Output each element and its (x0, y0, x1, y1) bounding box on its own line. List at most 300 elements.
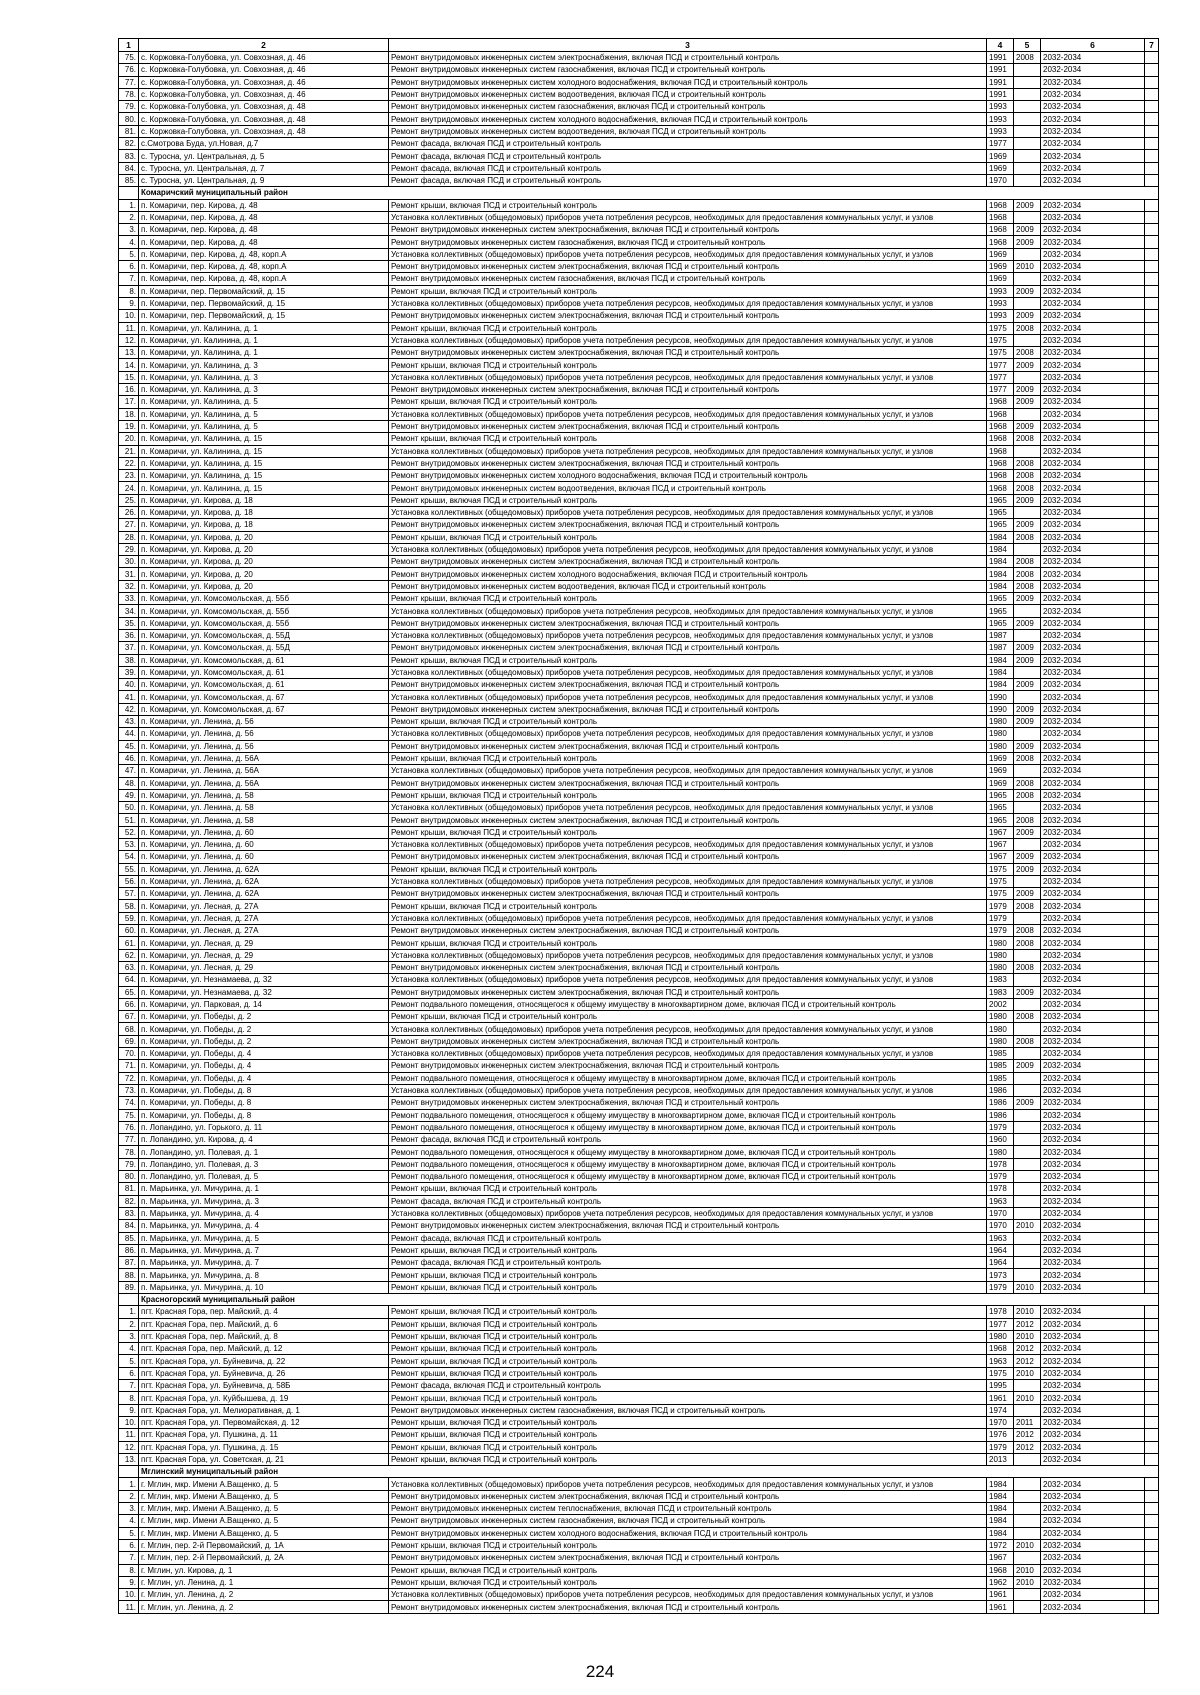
work-type: Ремонт подвального помещения, относящегося к общему имуществу в многоквартирном доме, включая ПСД и строительный контроль (389, 1072, 987, 1084)
address: п. Комаричи, пер. Кирова, д. 48 (139, 211, 389, 223)
table-row (119, 1478, 1159, 1490)
plan-period: 2032-2034 (1041, 224, 1145, 236)
build-year: 2002 (987, 998, 1014, 1010)
plan-period: 2032-2034 (1041, 826, 1145, 838)
note (1145, 433, 1159, 445)
plan-period: 2032-2034 (1041, 162, 1145, 174)
work-type: Ремонт крыши, включая ПСД и строительный контроль (389, 1343, 987, 1355)
build-year: 2013 (987, 1453, 1014, 1465)
work-type: Установка коллективных (общедомовых) приборов учета потребления ресурсов, необходимых для предоставления коммунальных услуг, и узлов (389, 629, 987, 641)
work-type: Ремонт внутридомовых инженерных систем газоснабжения, включая ПСД и строительный контроль (389, 101, 987, 113)
table-row (119, 580, 1159, 592)
table-row (119, 1576, 1159, 1588)
note (1145, 839, 1159, 851)
note (1145, 900, 1159, 912)
work-type: Ремонт крыши, включая ПСД и строительный контроль (389, 1281, 987, 1293)
last-repair-year: 2009 (1014, 199, 1041, 211)
table-row (119, 322, 1159, 334)
plan-period: 2032-2034 (1041, 629, 1145, 641)
build-year: 1987 (987, 629, 1014, 641)
row-number: 47. (119, 765, 139, 777)
work-type: Ремонт внутридомовых инженерных систем газоснабжения, включая ПСД и строительный контроль (389, 1404, 987, 1416)
last-repair-year (1014, 408, 1041, 420)
work-type: Установка коллективных (общедомовых) приборов учета потребления ресурсов, необходимых для предоставления коммунальных услуг, и узлов (389, 506, 987, 518)
build-year: 1965 (987, 617, 1014, 629)
row-number: 34. (119, 605, 139, 617)
plan-period: 2032-2034 (1041, 138, 1145, 150)
last-repair-year: 2012 (1014, 1441, 1041, 1453)
address: п. Марьинка, ул. Мичурина, д. 8 (139, 1269, 389, 1281)
row-number: 79. (119, 101, 139, 113)
row-number: 85. (119, 1232, 139, 1244)
last-repair-year: 2009 (1014, 1097, 1041, 1109)
table-row (119, 1207, 1159, 1219)
work-type: Установка коллективных (общедомовых) приборов учета потребления ресурсов, необходимых для предоставления коммунальных услуг, и узлов (389, 839, 987, 851)
build-year: 1969 (987, 777, 1014, 789)
build-year: 1963 (987, 1195, 1014, 1207)
address: п. Комаричи, ул. Калинина, д. 5 (139, 396, 389, 408)
note (1145, 334, 1159, 346)
work-type: Ремонт крыши, включая ПСД и строительный контроль (389, 494, 987, 506)
header-cell-5: 5 (1014, 39, 1041, 52)
work-type: Ремонт внутридомовых инженерных систем водоотведения, включая ПСД и строительный контроль (389, 482, 987, 494)
address: п. Комаричи, ул. Лесная, д. 27А (139, 925, 389, 937)
work-type: Установка коллективных (общедомовых) приборов учета потребления ресурсов, необходимых для предоставления коммунальных услуг, и узлов (389, 445, 987, 457)
address: п. Комаричи, пер. Первомайский, д. 15 (139, 285, 389, 297)
work-type: Ремонт крыши, включая ПСД и строительный контроль (389, 716, 987, 728)
address: п. Комаричи, ул. Комсомольская, д. 55б (139, 617, 389, 629)
table-row (119, 802, 1159, 814)
note (1145, 1343, 1159, 1355)
table-row (119, 568, 1159, 580)
row-number: 62. (119, 949, 139, 961)
table-row (119, 285, 1159, 297)
address: п. Комаричи, ул. Калинина, д. 1 (139, 347, 389, 359)
work-type: Установка коллективных (общедомовых) приборов учета потребления ресурсов, необходимых для предоставления коммунальных услуг, и узлов (389, 666, 987, 678)
address: п. Комаричи, ул. Комсомольская, д. 55б (139, 593, 389, 605)
build-year: 1961 (987, 1601, 1014, 1613)
work-type: Ремонт внутридомовых инженерных систем электроснабжения, включая ПСД и строительный контроль (389, 1490, 987, 1502)
address: п. Комаричи, ул. Ленина, д. 58 (139, 802, 389, 814)
address: г. Мглин, ул. Ленина, д. 2 (139, 1589, 389, 1601)
work-type: Ремонт внутридомовых инженерных систем электроснабжения, включая ПСД и строительный контроль (389, 224, 987, 236)
row-number: 9. (119, 1576, 139, 1588)
plan-period: 2032-2034 (1041, 900, 1145, 912)
last-repair-year (1014, 1257, 1041, 1269)
note (1145, 716, 1159, 728)
table-row (119, 875, 1159, 887)
row-number: 17. (119, 396, 139, 408)
table-row (119, 1392, 1159, 1404)
build-year: 1967 (987, 851, 1014, 863)
build-year: 1993 (987, 297, 1014, 309)
address: с. Коржовка-Голубовка, ул. Совхозная, д. 46 (139, 88, 389, 100)
plan-period: 2032-2034 (1041, 802, 1145, 814)
header-cell-7: 7 (1145, 39, 1159, 52)
note (1145, 1318, 1159, 1330)
address: п. Комаричи, ул. Ленина, д. 62А (139, 888, 389, 900)
note (1145, 605, 1159, 617)
build-year: 1969 (987, 765, 1014, 777)
work-type: Установка коллективных (общедомовых) приборов учета потребления ресурсов, необходимых для предоставления коммунальных услуг, и узлов (389, 875, 987, 887)
district-name: Красногорский муниципальный район (139, 1293, 1159, 1305)
last-repair-year: 2008 (1014, 777, 1041, 789)
plan-period: 2032-2034 (1041, 1060, 1145, 1072)
address: п. Комаричи, ул. Калинина, д. 15 (139, 445, 389, 457)
build-year: 1983 (987, 986, 1014, 998)
address: п. Комаричи, ул. Ленина, д. 58 (139, 789, 389, 801)
note (1145, 1183, 1159, 1195)
table-row (119, 593, 1159, 605)
address: п. Комаричи, ул. Комсомольская, д. 55Д (139, 642, 389, 654)
last-repair-year: 2010 (1014, 1367, 1041, 1379)
table-row (119, 506, 1159, 518)
note (1145, 1158, 1159, 1170)
note (1145, 174, 1159, 186)
address: пгт. Красная Гора, пер. Майский, д. 4 (139, 1306, 389, 1318)
plan-period: 2032-2034 (1041, 1023, 1145, 1035)
last-repair-year (1014, 76, 1041, 88)
note (1145, 1490, 1159, 1502)
work-type: Установка коллективных (общедомовых) приборов учета потребления ресурсов, необходимых для предоставления коммунальных услуг, и узлов (389, 949, 987, 961)
work-type: Ремонт крыши, включая ПСД и строительный контроль (389, 1244, 987, 1256)
note (1145, 679, 1159, 691)
build-year: 1963 (987, 1355, 1014, 1367)
plan-period: 2032-2034 (1041, 1429, 1145, 1441)
work-type: Установка коллективных (общедомовых) приборов учета потребления ресурсов, необходимых для предоставления коммунальных услуг, и узлов (389, 371, 987, 383)
row-number: 32. (119, 580, 139, 592)
note (1145, 1072, 1159, 1084)
table-row (119, 482, 1159, 494)
row-number: 1. (119, 1306, 139, 1318)
address: п. Комаричи, ул. Калинина, д. 15 (139, 457, 389, 469)
note (1145, 261, 1159, 273)
plan-period: 2032-2034 (1041, 863, 1145, 875)
table-row (119, 1158, 1159, 1170)
header-row (119, 39, 1159, 52)
plan-period: 2032-2034 (1041, 777, 1145, 789)
build-year: 1970 (987, 174, 1014, 186)
row-number: 46. (119, 752, 139, 764)
address: пгт. Красная Гора, ул. Пушкина, д. 11 (139, 1429, 389, 1441)
work-type: Установка коллективных (общедомовых) приборов учета потребления ресурсов, необходимых для предоставления коммунальных услуг, и узлов (389, 1589, 987, 1601)
work-type: Ремонт подвального помещения, относящегося к общему имуществу в многоквартирном доме, включая ПСД и строительный контроль (389, 1158, 987, 1170)
row-number: 44. (119, 728, 139, 740)
note (1145, 1576, 1159, 1588)
build-year: 1979 (987, 1121, 1014, 1133)
table-row (119, 1380, 1159, 1392)
work-type: Ремонт подвального помещения, относящегося к общему имуществу в многоквартирном доме, включая ПСД и строительный контроль (389, 1171, 987, 1183)
build-year: 1975 (987, 334, 1014, 346)
plan-period: 2032-2034 (1041, 998, 1145, 1010)
plan-period: 2032-2034 (1041, 1589, 1145, 1601)
note (1145, 1244, 1159, 1256)
table-row (119, 445, 1159, 457)
table-row (119, 1183, 1159, 1195)
build-year: 1984 (987, 580, 1014, 592)
work-type: Ремонт крыши, включая ПСД и строительный контроль (389, 654, 987, 666)
build-year: 1970 (987, 1416, 1014, 1428)
note (1145, 1564, 1159, 1576)
row-number: 37. (119, 642, 139, 654)
row-number: 4. (119, 1343, 139, 1355)
build-year: 1975 (987, 863, 1014, 875)
build-year: 1968 (987, 1564, 1014, 1576)
last-repair-year (1014, 445, 1041, 457)
note (1145, 125, 1159, 137)
table-row (119, 949, 1159, 961)
build-year: 1965 (987, 519, 1014, 531)
plan-period: 2032-2034 (1041, 1490, 1145, 1502)
address: с. Коржовка-Голубовка, ул. Совхозная, д. 46 (139, 76, 389, 88)
last-repair-year: 2008 (1014, 752, 1041, 764)
work-type: Ремонт подвального помещения, относящегося к общему имуществу в многоквартирном доме, включая ПСД и строительный контроль (389, 998, 987, 1010)
note (1145, 1380, 1159, 1392)
work-type: Ремонт внутридомовых инженерных систем электроснабжения, включая ПСД и строительный контроль (389, 888, 987, 900)
build-year: 1991 (987, 52, 1014, 64)
table-row (119, 543, 1159, 555)
table-row (119, 273, 1159, 285)
address: п. Комаричи, ул. Комсомольская, д. 67 (139, 691, 389, 703)
table-row (119, 961, 1159, 973)
row-number: 72. (119, 1072, 139, 1084)
address: п. Лопандино, ул. Полевая, д. 1 (139, 1146, 389, 1158)
note (1145, 1171, 1159, 1183)
work-type: Ремонт внутридомовых инженерных систем электроснабжения, включая ПСД и строительный контроль (389, 814, 987, 826)
table-row (119, 863, 1159, 875)
build-year: 1967 (987, 839, 1014, 851)
note (1145, 371, 1159, 383)
table-row (119, 76, 1159, 88)
build-year: 1968 (987, 445, 1014, 457)
address: пгт. Красная Гора, ул. Буйневича, д. 26 (139, 1367, 389, 1379)
row-number: 66. (119, 998, 139, 1010)
row-number: 3. (119, 224, 139, 236)
build-year: 1961 (987, 1589, 1014, 1601)
note (1145, 912, 1159, 924)
note (1145, 359, 1159, 371)
row-number (119, 187, 139, 199)
address: пгт. Красная Гора, ул. Куйбышева, д. 19 (139, 1392, 389, 1404)
plan-period: 2032-2034 (1041, 1478, 1145, 1490)
work-type: Ремонт внутридомовых инженерных систем электроснабжения, включая ПСД и строительный контроль (389, 925, 987, 937)
address: с. Коржовка-Голубовка, ул. Совхозная, д. 46 (139, 64, 389, 76)
last-repair-year: 2008 (1014, 1011, 1041, 1023)
plan-period: 2032-2034 (1041, 617, 1145, 629)
address: п. Комаричи, ул. Незнамаева, д. 32 (139, 974, 389, 986)
row-number: 33. (119, 593, 139, 605)
note (1145, 629, 1159, 641)
work-type: Установка коллективных (общедомовых) приборов учета потребления ресурсов, необходимых для предоставления коммунальных услуг, и узлов (389, 211, 987, 223)
work-type: Ремонт крыши, включая ПСД и строительный контроль (389, 285, 987, 297)
row-number: 12. (119, 334, 139, 346)
build-year: 1960 (987, 1134, 1014, 1146)
last-repair-year: 2008 (1014, 789, 1041, 801)
work-type: Установка коллективных (общедомовых) приборов учета потребления ресурсов, необходимых для предоставления коммунальных услуг, и узлов (389, 974, 987, 986)
build-year: 1980 (987, 1011, 1014, 1023)
last-repair-year: 2009 (1014, 494, 1041, 506)
plan-period: 2032-2034 (1041, 519, 1145, 531)
note (1145, 384, 1159, 396)
note (1145, 88, 1159, 100)
work-type: Ремонт внутридомовых инженерных систем холодного водоснабжения, включая ПСД и строительный контроль (389, 113, 987, 125)
last-repair-year: 2008 (1014, 482, 1041, 494)
work-type: Ремонт внутридомовых инженерных систем электроснабжения, включая ПСД и строительный контроль (389, 1035, 987, 1047)
last-repair-year (1014, 765, 1041, 777)
last-repair-year: 2008 (1014, 814, 1041, 826)
address: п. Комаричи, пер. Кирова, д. 48, корп.А (139, 261, 389, 273)
work-type: Ремонт крыши, включая ПСД и строительный контроль (389, 1392, 987, 1404)
build-year: 1984 (987, 568, 1014, 580)
table-row (119, 691, 1159, 703)
build-year: 1969 (987, 273, 1014, 285)
work-type: Ремонт внутридомовых инженерных систем водоотведения, включая ПСД и строительный контроль (389, 88, 987, 100)
plan-period: 2032-2034 (1041, 1220, 1145, 1232)
work-type: Ремонт внутридомовых инженерных систем электроснабжения, включая ПСД и строительный контроль (389, 457, 987, 469)
work-type: Ремонт крыши, включая ПСД и строительный контроль (389, 1576, 987, 1588)
plan-period: 2032-2034 (1041, 839, 1145, 851)
work-type: Ремонт крыши, включая ПСД и строительный контроль (389, 359, 987, 371)
row-number: 4. (119, 236, 139, 248)
plan-period: 2032-2034 (1041, 789, 1145, 801)
address: п. Комаричи, ул. Лесная, д. 29 (139, 949, 389, 961)
last-repair-year (1014, 1121, 1041, 1133)
table-body (119, 39, 1159, 1614)
plan-period: 2032-2034 (1041, 974, 1145, 986)
build-year: 1973 (987, 1269, 1014, 1281)
table-row (119, 1367, 1159, 1379)
plan-period: 2032-2034 (1041, 1183, 1145, 1195)
build-year: 1965 (987, 593, 1014, 605)
row-number: 81. (119, 125, 139, 137)
table-row (119, 937, 1159, 949)
row-number: 10. (119, 1589, 139, 1601)
address: п. Комаричи, ул. Комсомольская, д. 61 (139, 679, 389, 691)
last-repair-year: 2010 (1014, 1576, 1041, 1588)
row-number: 48. (119, 777, 139, 789)
build-year: 1964 (987, 1257, 1014, 1269)
last-repair-year (1014, 1109, 1041, 1121)
address: п. Марьинка, ул. Мичурина, д. 7 (139, 1257, 389, 1269)
build-year: 1974 (987, 1404, 1014, 1416)
note (1145, 986, 1159, 998)
work-type: Ремонт крыши, включая ПСД и строительный контроль (389, 1416, 987, 1428)
row-number: 30. (119, 556, 139, 568)
work-type: Ремонт крыши, включая ПСД и строительный контроль (389, 752, 987, 764)
note (1145, 199, 1159, 211)
build-year: 1977 (987, 1318, 1014, 1330)
last-repair-year: 2009 (1014, 593, 1041, 605)
row-number: 76. (119, 1121, 139, 1133)
address: п. Комаричи, ул. Комсомольская, д. 67 (139, 703, 389, 715)
note (1145, 752, 1159, 764)
note (1145, 1269, 1159, 1281)
build-year: 1984 (987, 654, 1014, 666)
work-type: Ремонт фасада, включая ПСД и строительный контроль (389, 1195, 987, 1207)
row-number: 5. (119, 248, 139, 260)
note (1145, 211, 1159, 223)
row-number: 80. (119, 1171, 139, 1183)
note (1145, 1306, 1159, 1318)
row-number: 9. (119, 297, 139, 309)
address: пгт. Красная Гора, пер. Майский, д. 12 (139, 1343, 389, 1355)
row-number: 77. (119, 76, 139, 88)
table-row (119, 125, 1159, 137)
build-year: 1965 (987, 605, 1014, 617)
work-type: Ремонт крыши, включая ПСД и строительный контроль (389, 322, 987, 334)
row-number: 64. (119, 974, 139, 986)
row-number: 21. (119, 445, 139, 457)
note (1145, 937, 1159, 949)
note (1145, 1060, 1159, 1072)
last-repair-year: 2008 (1014, 568, 1041, 580)
build-year: 1978 (987, 1306, 1014, 1318)
last-repair-year (1014, 1515, 1041, 1527)
row-number: 6. (119, 261, 139, 273)
table-row (119, 408, 1159, 420)
plan-period: 2032-2034 (1041, 1416, 1145, 1428)
row-number: 10. (119, 1416, 139, 1428)
table-row (119, 162, 1159, 174)
work-type: Ремонт фасада, включая ПСД и строительный контроль (389, 150, 987, 162)
note (1145, 802, 1159, 814)
plan-period: 2032-2034 (1041, 703, 1145, 715)
build-year: 1986 (987, 1109, 1014, 1121)
work-type: Ремонт крыши, включая ПСД и строительный контроль (389, 1539, 987, 1551)
address: п. Комаричи, ул. Комсомольская, д. 55б (139, 605, 389, 617)
last-repair-year (1014, 728, 1041, 740)
plan-period: 2032-2034 (1041, 765, 1145, 777)
last-repair-year (1014, 113, 1041, 125)
note (1145, 1404, 1159, 1416)
plan-period: 2032-2034 (1041, 605, 1145, 617)
plan-period: 2032-2034 (1041, 1109, 1145, 1121)
note (1145, 138, 1159, 150)
plan-period: 2032-2034 (1041, 925, 1145, 937)
build-year: 1984 (987, 543, 1014, 555)
work-type: Установка коллективных (общедомовых) приборов учета потребления ресурсов, необходимых для предоставления коммунальных услуг, и узлов (389, 1207, 987, 1219)
row-number: 11. (119, 322, 139, 334)
last-repair-year (1014, 1207, 1041, 1219)
address: п. Комаричи, ул. Ленина, д. 56 (139, 728, 389, 740)
note (1145, 519, 1159, 531)
table-row (119, 974, 1159, 986)
build-year: 1968 (987, 457, 1014, 469)
note (1145, 543, 1159, 555)
work-type: Ремонт внутридомовых инженерных систем электроснабжения, включая ПСД и строительный контроль (389, 961, 987, 973)
table-row (119, 1503, 1159, 1515)
note (1145, 457, 1159, 469)
plan-period: 2032-2034 (1041, 580, 1145, 592)
table-row (119, 900, 1159, 912)
plan-period: 2032-2034 (1041, 814, 1145, 826)
address: п. Комаричи, ул. Кирова, д. 20 (139, 531, 389, 543)
work-type: Ремонт крыши, включая ПСД и строительный контроль (389, 1011, 987, 1023)
build-year: 1965 (987, 789, 1014, 801)
table-row (119, 1490, 1159, 1502)
work-type: Ремонт крыши, включая ПСД и строительный контроль (389, 433, 987, 445)
table-row (119, 1084, 1159, 1096)
work-type: Ремонт крыши, включая ПСД и строительный контроль (389, 1367, 987, 1379)
note (1145, 1195, 1159, 1207)
plan-period: 2032-2034 (1041, 273, 1145, 285)
address: п. Марьинка, ул. Мичурина, д. 5 (139, 1232, 389, 1244)
row-number: 35. (119, 617, 139, 629)
note (1145, 568, 1159, 580)
note (1145, 396, 1159, 408)
work-type: Ремонт внутридомовых инженерных систем электроснабжения, включая ПСД и строительный контроль (389, 617, 987, 629)
table-row (119, 457, 1159, 469)
